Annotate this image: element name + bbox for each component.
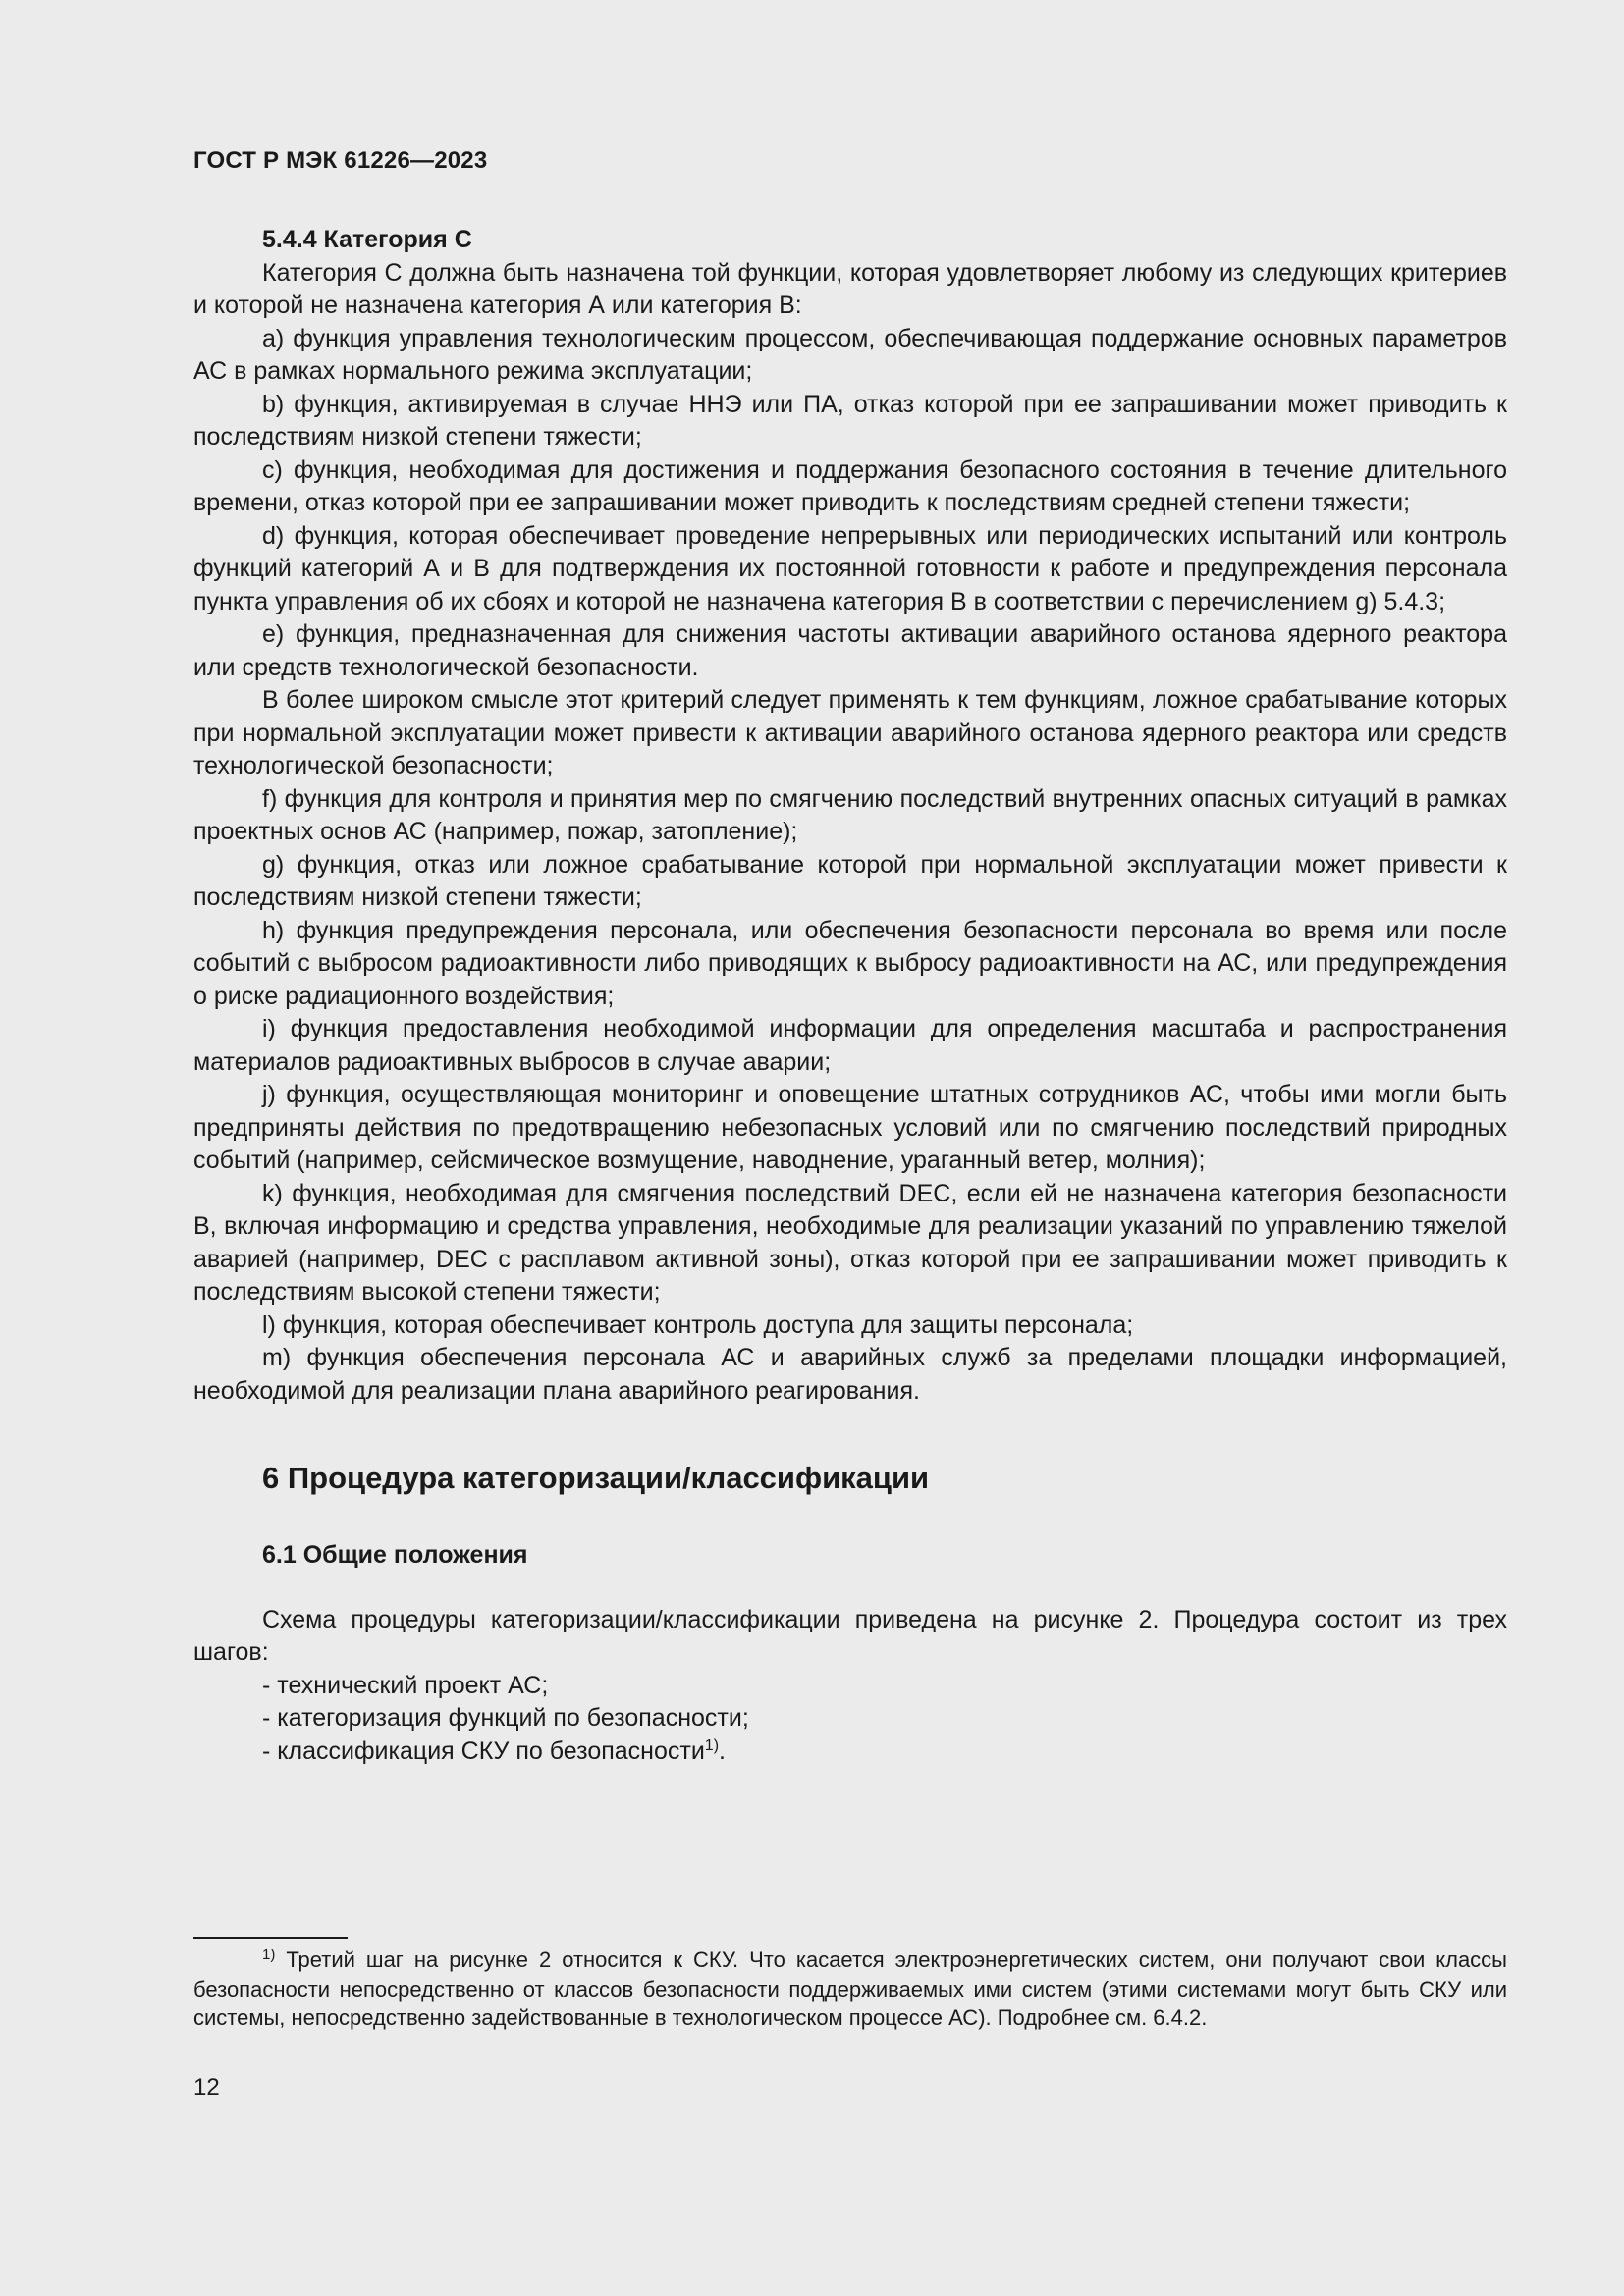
procedure-intro: Схема процедуры категоризации/классификации приведена на рисунке 2. Процедура состоит из трех шагов: bbox=[193, 1605, 1507, 1666]
footnote bbox=[193, 1946, 1507, 2033]
footnote-marker: 1) bbox=[262, 1947, 276, 1963]
section-heading-5-4-4: 5.4.4 Категория С bbox=[262, 226, 472, 253]
page-content bbox=[193, 224, 1507, 1768]
criterion-item: а) функция управления технологическим процессом, обеспечивающая поддержание основных параметров АС в рамках нормального режима эксплуатации; bbox=[193, 324, 1507, 385]
criterion-item: d) функция, которая обеспечивает проведение непрерывных или периодических испытаний или контроль функций категорий А и В для подтверждения их постоянной готовности к работе и предупреждения персонала пункта управления об их сбоях и которой не назначена категория В в соответствии с перечислением g) 5.4.3; bbox=[193, 521, 1507, 615]
procedure-step-end: . bbox=[719, 1736, 726, 1765]
criterion-item: l) функция, которая обеспечивает контроль доступа для защиты персонала; bbox=[262, 1310, 1134, 1339]
criterion-item: j) функция, осуществляющая мониторинг и оповещение штатных сотрудников АС, чтобы ими могли быть предприняты действия по предотвращению небезопасных условий или по смягчению последствий природных событий (например, сейсмическое возмущение, наводнение, ураганный ветер, молния); bbox=[193, 1081, 1507, 1174]
criterion-item: с) функция, необходимая для достижения и поддержания безопасного состояния в течение длительного времени, отказ которой при ее запрашивании может приводить к последствиям средней степени тяжести; bbox=[193, 455, 1507, 516]
criterion-item: g) функция, отказ или ложное срабатывание которой при нормальной эксплуатации может привести к последствиям низкой степени тяжести; bbox=[193, 850, 1507, 911]
section-heading-6: 6 Процедура категоризации/классификации bbox=[262, 1461, 930, 1495]
criterion-item: k) функция, необходимая для смягчения последствий DEC, если ей не назначена категория безопасности В, включая информацию и средства управления, необходимые для реализации указаний по управлению тяжелой аварией (например, DEC с расплавом активной зоны), отказ которой при ее запрашивании может приводить к последствиям высокой степени тяжести; bbox=[193, 1179, 1507, 1306]
criterion-item: е) функция, предназначенная для снижения частоты активации аварийного останова ядерного реактора или средств технологической безопасности. bbox=[193, 620, 1507, 681]
procedure-step bbox=[193, 1735, 1507, 1769]
section-intro: Категория С должна быть назначена той функции, которая удовлетворяет любому из следующих критериев и которой не назначена категория А или категория В: bbox=[193, 258, 1507, 319]
footnote-reference[interactable]: 1) bbox=[704, 1736, 720, 1754]
criterion-item: h) функция предупреждения персонала, или обеспечения безопасности персонала во время или после событий с выбросом радиоактивности либо приводящих к выбросу радиоактивности на АС, или предупреждения о риске радиационного воздействия; bbox=[193, 916, 1507, 1010]
procedure-steps bbox=[193, 1670, 1507, 1769]
criterion-item: f) функция для контроля и принятия мер по смягчению последствий внутренних опасных ситуаций в рамках проектных основ АС (например, пожар, затопление); bbox=[193, 784, 1507, 845]
criterion-item: b) функция, активируемая в случае ННЭ или ПА, отказ которой при ее запрашивании может приводить к последствиям низкой степени тяжести; bbox=[193, 390, 1507, 451]
criterion-item: i) функция предоставления необходимой информации для определения масштаба и распространения материалов радиоактивных выбросов в случае аварии; bbox=[193, 1015, 1507, 1076]
procedure-step: - технический проект АС; bbox=[262, 1671, 549, 1699]
criterion-note: В более широком смысле этот критерий следует применять к тем функциям, ложное срабатывание которых при нормальной эксплуатации может привести к активации аварийного останова ядерного реактора или средств технологической безопасности; bbox=[193, 686, 1507, 779]
criterion-item: m) функция обеспечения персонала АС и аварийных служб за пределами площадки информацией, необходимой для реализации плана аварийного реагирования. bbox=[193, 1344, 1507, 1405]
document-header: ГОСТ Р МЭК 61226—2023 bbox=[193, 147, 488, 174]
footnote-divider bbox=[193, 1937, 348, 1939]
footnote-text: Третий шаг на рисунке 2 относится к СКУ. Что касается электроэнергетических систем, они получают свои классы безопасности непосредственно от классов безопасности поддерживаемых ими систем (этими системами могут быть СКУ или системы, непосредственно задействованные в технологическом процессе АС). Подробнее см. 6.4.2. bbox=[193, 1948, 1507, 2030]
procedure-step: - категоризация функций по безопасности; bbox=[262, 1704, 749, 1732]
section-heading-6-1: 6.1 Общие положения bbox=[262, 1541, 528, 1569]
procedure-step-text: - классификация СКУ по безопасности bbox=[262, 1736, 705, 1765]
page-number: 12 bbox=[193, 2074, 220, 2101]
